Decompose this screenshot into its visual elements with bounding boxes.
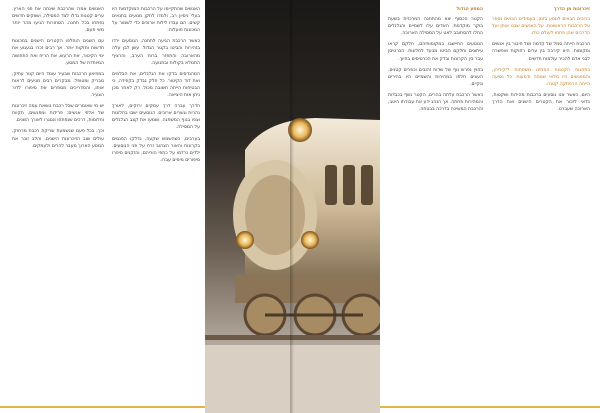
footer-rule [380,406,600,408]
paragraph: יש מי שאומרים שכל רכבת נושאת עמה זיכרונות של אלפי אנשים: פרידות ומפגשים, תקוות וחלומות, דרכים שנפתחו ונסגרו לאורך השנים. [12,104,104,124]
column-heading: המסע הגדול [456,7,483,12]
paragraph: וכך, בכל פעם שנשמעת שריקת רכבת מרחוק, עולים שוב הזיכרונות הישנים, והלב זוכר את המסע הארוך מעבר להרים ולעמקים. [12,129,104,149]
left-page-column-2 [12,6,104,154]
paragraph: המהנדסים בדקו את הגלגלים, את הבלמים ואת דוד הקיטור. כל חלק נבדק בקפידה, כי הבטיחות הייתה חשובה מכול. רק לאחר מכן ניתן אות היציאה. [112,71,200,99]
right-page-column-2 [492,6,590,117]
left-page-column-1 [112,6,200,168]
right-page [380,0,600,413]
book-gutter [290,0,294,413]
footer-rule [0,406,205,408]
paragraph: ברוכים הבאים למסע בזמן. בעמודים הבאים נספר על הרכבות הראשונות, על האנשים שבנו אותן ועל הדרכים שהן פתחו לעולם כולו. [492,17,590,37]
paragraph: בערבים, כשהשמש שקעה, נדלקו הפנסים בקרונות והאור הצהוב זרח על פני הנוסעים. ילדים נרדמו על כתפי הוריהם, והזקנים סיפרו סיפורים מימים עברו. [112,136,200,163]
left-page [0,0,205,413]
paragraph: הנוסעים התיישבו במקומותיהם, חלקם קראו עיתונים וחלקם הביטו מבעד לחלונות. הכרטיסן עבר בין הקרונות ובדק את הכרטיסים בחיוך. [388,42,483,62]
paragraph: בחוץ נפרש נוף של שדות זהובים וכפרים קטנים. העצים חלפו במהירות והשמיים היו בהירים ונקיים. [388,67,483,87]
paragraph: הדרך עברה דרך עמקים ירוקים, לאורך נהרות וגשרים ארוכים. הנוסעים ישבו בחלונות וצפו בנוף המשתנה, ושמעו את קצב הגלגלים על המסילה. [112,104,200,131]
paragraph: כאשר הרכבת הגיעה לתחנה, הנוסעים ירדו בזהירות והביטו בקטר הגדול. עשן לבן עלה מהארובה והתפזר ברוח הערב, והרציף התמלא בקולות ובתנועה. [112,39,200,66]
paragraph: בתחנות הקטנות המתינו משפחות ליקיריהן, והמפגשים היו מלאי שמחה ודמעות. כל נסיעה הייתה הרפתקה קטנה. [492,67,590,87]
paragraph: היום, כאשר אנו נוסעים ברכבות מהירות ושקטות, כדאי לזכור את הקטרים הישנים ואת הדרך הארוכה שעברנו. [492,92,590,113]
right-page-column-1 [388,6,483,117]
paragraph: במוזיאון הרכבות שבעיר עומד היום קטר עתיק, מבריק ומטופל. מבקרים רבים מגיעים לראות אותו, והמדריכים מספרים את סיפורו לדור הצעיר. [12,71,104,99]
paragraph: הרכבת הייתה סמל של קדמה ושל חיבור בין אנשים ומקומות. היא קירבה בין ערים רחוקות ואפשרה לבני אדם להכיר עולמות חדשים. [492,42,590,62]
paragraph: האנשים שהתקיימו על הרכבות המוקדמות היו בעלי ניסיון רב, ולמדו לתקן מנועים בתנאים קשים. הם עבדו לילות ארוכים כדי לשמור על המכונות פועלות. [112,7,200,34]
column-heading: זיכרונות מן הדרך [553,7,590,12]
paragraph: עם השנים הוחלפו הקטרים הישנים במכונות חדשות וחזקות יותר. אך רבים זכרו בגעגוע את ימי הקיטור, את הרעש, את הריח ואת התחושה המיוחדת של המסע. [12,39,104,66]
paragraph: כאשר הרכבת עלתה בהרים, הקטר נשף בכבדות והמהירות פחתה. אך הנהג ידע את עבודתו היטב, והרכבת המשיכה בדרכה בבטחה. [388,92,483,113]
paragraph: הקטר הכסוף יצא מהתחנה המרכזית בשעת בוקר מוקדמת. האדים עלו לשמיים והגלגלים החלו להסתובב לאט על המסילה הארוכה. [388,17,483,37]
paragraph: האנשים אמרו שהרכבת שינתה את פני הארץ. ערים קטנות גדלו לצד המסילה, ושווקים חדשים נפתחו בכל תחנה. הסחורות הגיעו מהר יותר מאי פעם. [12,7,104,34]
